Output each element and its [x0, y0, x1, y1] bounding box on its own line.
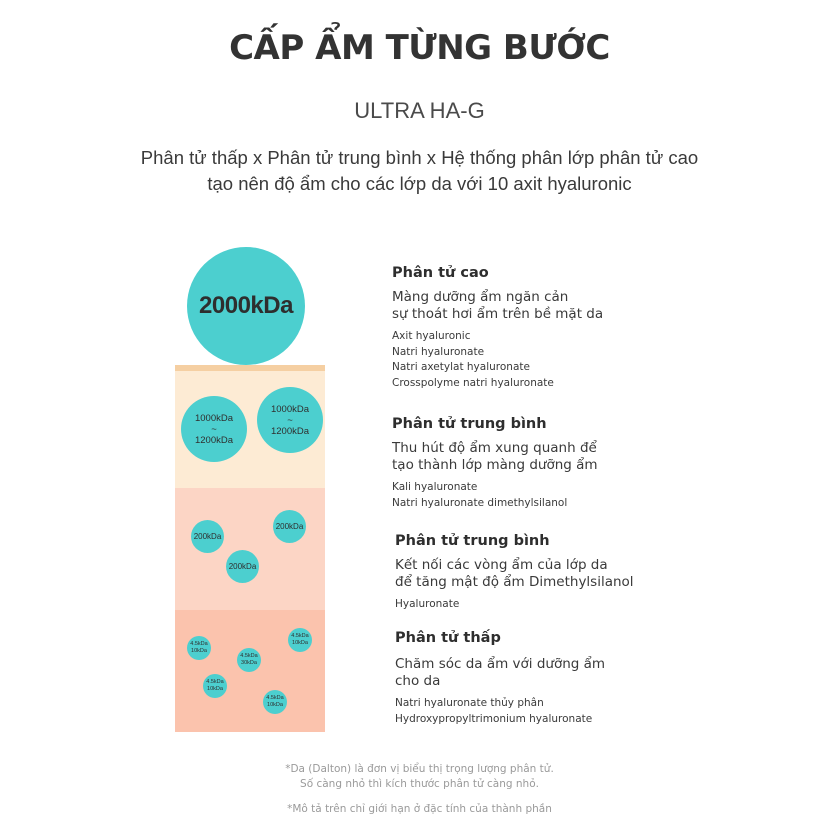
molecule-200kda	[191, 520, 224, 553]
molecule-200kda	[273, 510, 306, 543]
section-low-molecule	[395, 630, 815, 727]
section-description	[395, 656, 815, 690]
section-heading: Phân tử trung bình	[392, 416, 547, 432]
intro-line: Phân tử thấp x Phân tử trung bình x Hệ thống phân lớp phân tử cao	[140, 147, 699, 168]
description-line: cho da	[395, 673, 441, 689]
intro-line: tạo nên độ ẩm cho các lớp da với 10 axit hyaluronic	[207, 173, 632, 194]
product-name: ULTRA HA-G	[354, 98, 485, 123]
component-list	[395, 696, 815, 727]
molecule-small	[237, 648, 261, 672]
molecule-label: 10kDa	[191, 648, 207, 654]
section-heading: Phân tử trung bình	[395, 533, 550, 549]
section-description	[392, 289, 812, 323]
footnote: Số càng nhỏ thì kích thước phân tử càng nhỏ.	[300, 778, 539, 790]
description-line: tạo thành lớp màng dưỡng ẩm	[392, 457, 598, 473]
molecule-label: ~	[287, 414, 293, 426]
molecule-label: 1200kDa	[270, 425, 310, 437]
component-item: Hyaluronate	[395, 598, 460, 610]
molecule-label: 1000kDa	[270, 403, 310, 415]
footnote: *Mô tả trên chỉ giới hạn ở đặc tính của thành phần	[287, 803, 552, 815]
section-high-molecule	[392, 265, 812, 391]
component-item: Axit hyaluronic	[392, 330, 471, 342]
component-list	[395, 597, 815, 613]
component-item: Hydroxypropyltrimonium hyaluronate	[395, 712, 593, 725]
molecule-1000-1200kda	[257, 387, 323, 453]
molecule-label: 10kDa	[207, 686, 223, 692]
molecule-label: 2000kDa	[199, 292, 293, 319]
molecule-label: 4.5kDa	[240, 653, 258, 659]
molecule-label: 200kDa	[193, 532, 222, 541]
molecule-small	[288, 628, 312, 652]
molecule-1000-1200kda	[181, 396, 247, 462]
section-description	[392, 440, 812, 474]
molecule-label: 4.5kDa	[190, 641, 208, 647]
molecule-small	[263, 690, 287, 714]
intro-text	[0, 145, 839, 197]
component-list	[392, 329, 812, 391]
molecule-label: 10kDa	[292, 640, 308, 646]
molecule-label: ~	[211, 423, 217, 435]
footnote: *Da (Dalton) là đơn vị biểu thị trọng lượng phân tử.	[285, 763, 554, 775]
molecule-small	[203, 674, 227, 698]
section-heading: Phân tử cao	[392, 265, 489, 281]
component-item: Natri hyaluronate dimethylsilanol	[392, 496, 568, 509]
section-medium-molecule-2	[395, 533, 815, 613]
page-title: CẤP ẨM TỪNG BƯỚC	[229, 28, 610, 68]
component-item: Crosspolyme natri hyaluronate	[392, 376, 554, 389]
description-line: để tăng mật độ ẩm Dimethylsilanol	[395, 574, 634, 590]
molecule-small	[187, 636, 211, 660]
description-line: Chăm sóc da ẩm với dưỡng ẩm	[395, 656, 606, 672]
molecule-label: 30kDa	[241, 660, 257, 666]
section-description	[395, 557, 815, 591]
molecule-label: 4.5kDa	[206, 679, 224, 685]
molecule-label: 1000kDa	[194, 412, 234, 424]
molecule-label: 4.5kDa	[266, 695, 284, 701]
description-line: Màng dưỡng ẩm ngăn cản	[392, 289, 569, 305]
molecule-label: 200kDa	[275, 522, 304, 531]
molecule-label: 200kDa	[228, 562, 257, 571]
component-item: Natri hyaluronate thủy phân	[395, 697, 544, 709]
description-line: sự thoát hơi ẩm trên bề mặt da	[392, 306, 604, 322]
section-heading: Phân tử thấp	[395, 630, 501, 646]
molecule-200kda	[226, 550, 259, 583]
molecule-2000kda	[187, 247, 305, 365]
molecule-label: 10kDa	[267, 702, 283, 708]
footnotes	[0, 762, 839, 817]
section-medium-molecule	[392, 416, 812, 511]
molecule-label: 1200kDa	[194, 434, 234, 446]
component-list	[392, 480, 812, 511]
description-line: Thu hút độ ẩm xung quanh để	[392, 440, 597, 456]
molecule-label: 4.5kDa	[291, 633, 309, 639]
component-item: Natri axetylat hyaluronate	[392, 361, 530, 373]
component-item: Natri hyaluronate	[392, 345, 485, 358]
description-line: Kết nối các vòng ẩm của lớp da	[395, 557, 608, 573]
component-item: Kali hyaluronate	[392, 481, 478, 493]
